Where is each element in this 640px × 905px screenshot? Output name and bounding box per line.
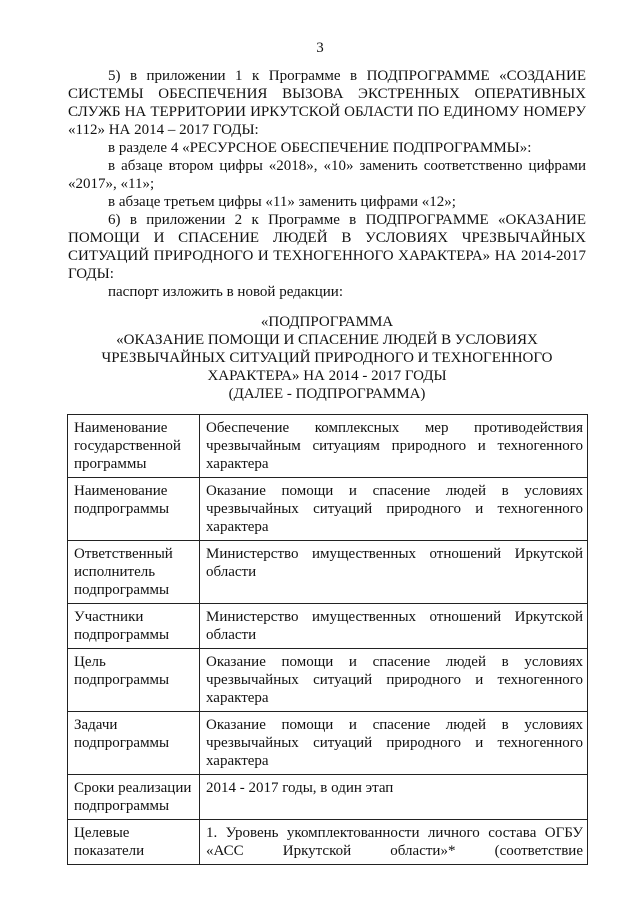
row-label: Ответственный исполнитель подпрограммы xyxy=(68,541,200,604)
row-label: Сроки реализации подпрограммы xyxy=(68,775,200,820)
row-value: 1. Уровень укомплектованности личного состава ОГБУ «АСС Иркутской области»* (соответствие xyxy=(200,820,588,865)
amendment-text xyxy=(68,67,586,301)
paragraph-section-4: в разделе 4 «РЕСУРСНОЕ ОБЕСПЕЧЕНИЕ ПОДПРОГРАММЫ»: xyxy=(108,140,532,156)
passport-table xyxy=(67,414,588,865)
paragraph-item-6: 6) в приложении 2 к Программе в ПОДПРОГРАММЕ «ОКАЗАНИЕ ПОМОЩИ И СПАСЕНИЕ ЛЮДЕЙ В УСЛОВИЯХ ЧРЕЗВЫЧАЙНЫХ СИТУАЦИЙ ПРИРОДНОГО И ТЕХНОГЕННОГО ХАРАКТЕРА» НА 2014-2017 ГОДЫ: xyxy=(68,212,586,282)
table-row xyxy=(68,712,588,775)
paragraph-passport-note: паспорт изложить в новой редакции: xyxy=(108,284,343,300)
title-line-5: (ДАЛЕЕ - ПОДПРОГРАММА) xyxy=(228,386,426,402)
row-value: Обеспечение комплексных мер противодействия чрезвычайным ситуациям природного и техногенного характера xyxy=(200,415,588,478)
table-row xyxy=(68,775,588,820)
title-line-2: «ОКАЗАНИЕ ПОМОЩИ И СПАСЕНИЕ ЛЮДЕЙ В УСЛОВИЯХ xyxy=(116,332,538,348)
row-label: Наименование государственной программы xyxy=(68,415,200,478)
table-row xyxy=(68,604,588,649)
table-row xyxy=(68,478,588,541)
paragraph-second-abzac: в абзаце втором цифры «2018», «10» заменить соответственно цифрами «2017», «11»; xyxy=(68,158,586,192)
title-line-1: «ПОДПРОГРАММА xyxy=(260,314,394,330)
row-label: Наименование подпрограммы xyxy=(68,478,200,541)
row-value: Оказание помощи и спасение людей в условиях чрезвычайных ситуаций природного и техногенного характера xyxy=(200,478,588,541)
title-line-4: ХАРАКТЕРА» НА 2014 - 2017 ГОДЫ xyxy=(207,368,447,384)
row-value: Оказание помощи и спасение людей в условиях чрезвычайных ситуаций природного и техногенного характера xyxy=(200,649,588,712)
subprogram-title xyxy=(68,313,586,403)
title-line-3: ЧРЕЗВЫЧАЙНЫХ СИТУАЦИЙ ПРИРОДНОГО И ТЕХНОГЕННОГО xyxy=(101,350,553,366)
table-row xyxy=(68,541,588,604)
row-value: Министерство имущественных отношений Иркутской области xyxy=(200,604,588,649)
row-label: Задачи подпрограммы xyxy=(68,712,200,775)
row-label: Цель подпрограммы xyxy=(68,649,200,712)
row-value: Министерство имущественных отношений Иркутской области xyxy=(200,541,588,604)
paragraph-third-abzac: в абзаце третьем цифры «11» заменить цифрами «12»; xyxy=(108,194,456,210)
row-value: 2014 - 2017 годы, в один этап xyxy=(200,775,588,820)
paragraph-item-5: 5) в приложении 1 к Программе в ПОДПРОГРАММЕ «СОЗДАНИЕ СИСТЕМЫ ОБЕСПЕЧЕНИЯ ВЫЗОВА ЭКСТРЕННЫХ ОПЕРАТИВНЫХ СЛУЖБ НА ТЕРРИТОРИИ ИРКУТСКОЙ ОБЛАСТИ ПО ЕДИНОМУ НОМЕРУ «112» НА 2014 – 2017 ГОДЫ: xyxy=(68,68,586,138)
table-row xyxy=(68,820,588,865)
table-row xyxy=(68,649,588,712)
row-label: Целевые показатели xyxy=(68,820,200,865)
row-label: Участники подпрограммы xyxy=(68,604,200,649)
table-row xyxy=(68,415,588,478)
row-value: Оказание помощи и спасение людей в условиях чрезвычайных ситуаций природного и техногенного характера xyxy=(200,712,588,775)
page-number: 3 xyxy=(316,40,324,56)
